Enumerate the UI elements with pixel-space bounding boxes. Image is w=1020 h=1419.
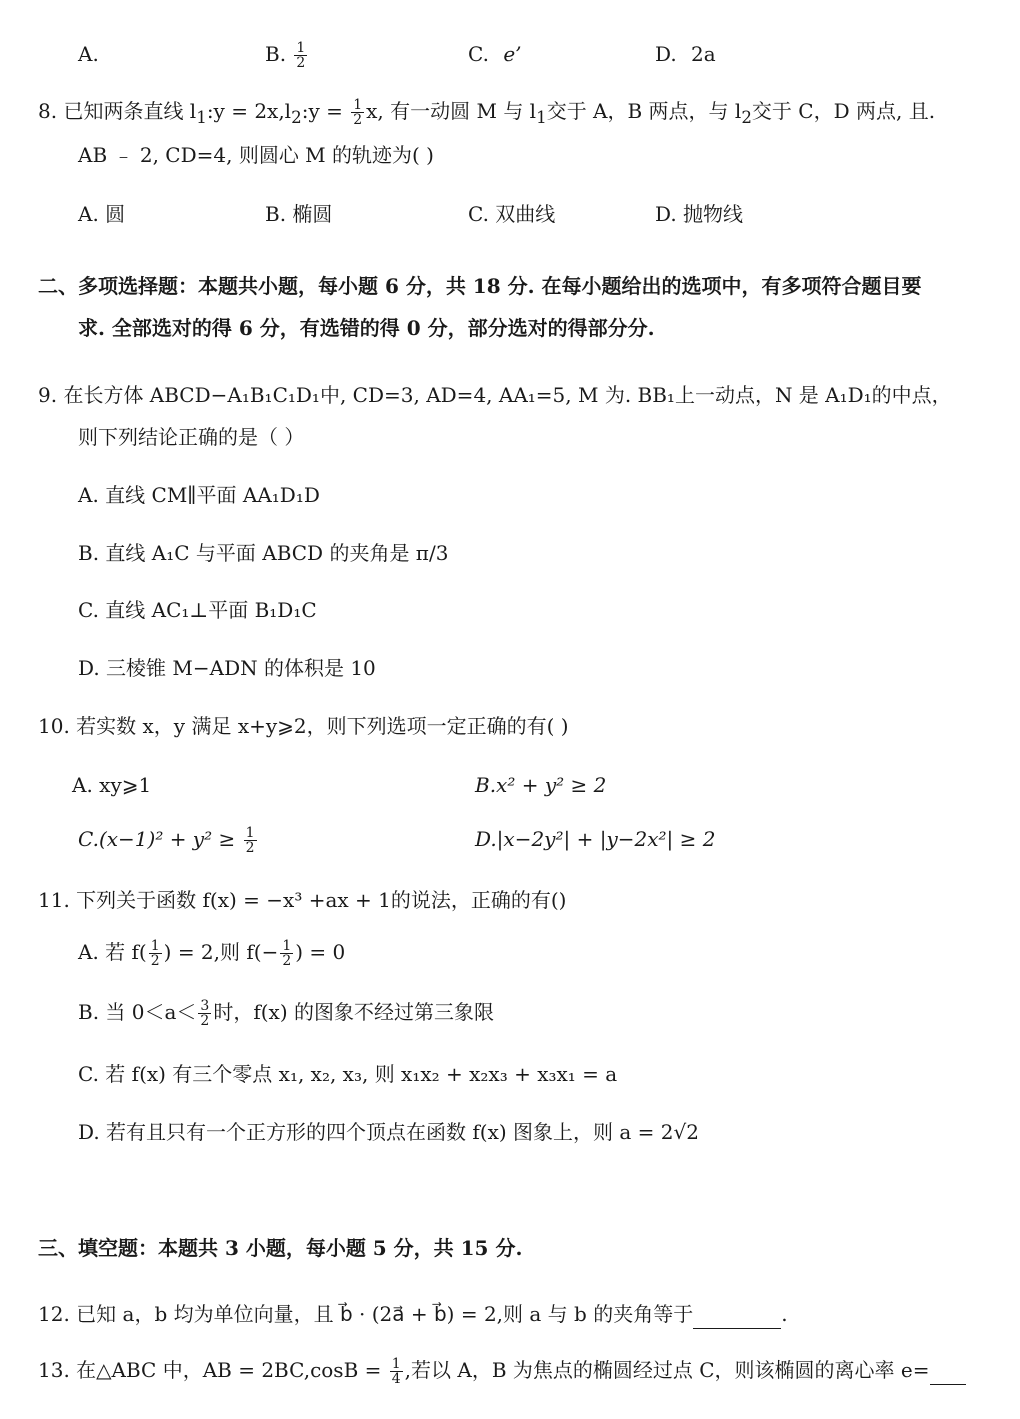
q9-stem-line2: 则下列结论正确的是（ ） — [78, 425, 305, 449]
q7-option-d — [655, 40, 716, 68]
q8-stem-line2: AB ﹣ 2, CD=4, 则圆心 M 的轨迹为( ) — [78, 143, 434, 167]
q13-text2: ,若以 A，B 为焦点的椭圆经过点 C，则该椭圆的离心率 e= — [404, 1358, 930, 1382]
q13-answer-blank[interactable] — [930, 1356, 966, 1385]
q7-option-d-value: 2a — [691, 42, 716, 66]
q8-sub-2: 2 — [291, 108, 302, 127]
q8-sub-4: 2 — [741, 108, 752, 127]
q9-option-d: D. 三棱锥 M−ADN 的体积是 10 — [78, 656, 376, 680]
q9-option-c: C. 直线 AC₁⊥平面 B₁D₁C — [78, 598, 317, 622]
q8-fraction: $\frac{1}{2}$ — [353, 97, 363, 128]
q11-option-d: D. 若有且只有一个正方形的四个顶点在函数 f(x) 图象上，则 a = 2√2 — [78, 1120, 699, 1144]
q12-answer-blank[interactable] — [693, 1300, 781, 1329]
q10-option-b: B.x² + y² ≥ 2 — [475, 773, 607, 797]
q11-option-b-text1: B. 当 0＜a＜ — [78, 1000, 197, 1024]
q7-option-c-value: e’ — [503, 42, 522, 66]
q7-option-b — [265, 40, 309, 70]
q10-stem: 10. 若实数 x，y 满足 x+y⩾2，则下列选项一定正确的有( ) — [38, 714, 569, 738]
q10-option-c-denominator: 2 — [245, 840, 255, 856]
q8-text-a: 8. 已知两条直线 l — [38, 99, 197, 123]
q11-option-a-text1: A. 若 f( — [78, 940, 147, 964]
q10-option-c — [78, 825, 259, 855]
section3-heading: 三、填空题：本题共 3 小题，每小题 5 分，共 15 分. — [38, 1236, 523, 1260]
q8-option-c: C. 双曲线 — [468, 202, 556, 226]
q11-option-a — [78, 938, 345, 968]
section2-heading-line2: 求. 全部选对的得 6 分，有选错的得 0 分，部分选对的得部分分. — [78, 316, 655, 340]
q12-end: . — [781, 1302, 788, 1326]
q7-option-b-denominator: 2 — [296, 55, 306, 71]
q9-stem-line1: 9. 在长方体 ABCD−A₁B₁C₁D₁中, CD=3, AD=4, AA₁=5, M 为. BB₁上一动点，N 是 A₁D₁的中点， — [38, 383, 952, 407]
q10-option-c-fraction — [244, 826, 257, 855]
q8-text-h: 交于 A，B 两点，与 l — [546, 99, 742, 123]
q11-option-b-denominator: 2 — [200, 1013, 210, 1029]
q7-option-b-numerator: 1 — [296, 40, 306, 56]
section2-heading-line1: 二、多项选择题：本题共小题，每小题 6 分，共 18 分. 在每小题给出的选项中，有多项符合题目要 — [38, 274, 922, 298]
q7-option-a — [78, 40, 99, 68]
q8-stem-line1 — [38, 97, 935, 132]
q11-option-a-num1: 1 — [150, 938, 160, 954]
q7-option-a-label: A. — [78, 42, 99, 66]
q11-option-c: C. 若 f(x) 有三个零点 x₁, x₂, x₃, 则 x₁x₂ + x₂x₃ + x₃x₁ = a — [78, 1062, 618, 1086]
q11-stem: 11. 下列关于函数 f(x) = −x³ +ax + 1的说法，正确的有() — [38, 888, 567, 912]
q7-option-d-label: D. — [655, 42, 677, 66]
q11-option-a-text3: ) = 0 — [295, 940, 346, 964]
q12-text: 12. 已知 a，b 均为单位向量，且 b⃗ · (2a⃗ + b⃗) = 2,则 a 与 b 的夹角等于 — [38, 1302, 694, 1326]
q10-option-d: D.|x−2y²| + |y−2x²| ≥ 2 — [475, 827, 716, 851]
q9-option-b: B. 直线 A₁C 与平面 ABCD 的夹角是 π/3 — [78, 541, 449, 565]
q13-denominator: 4 — [391, 1371, 401, 1387]
q11-option-a-fraction2: $\frac{1}{2}$ — [282, 938, 292, 969]
q10-option-c-numerator: 1 — [245, 825, 255, 841]
q8-text-f: x, 有一动圆 M 与 l — [366, 99, 537, 123]
q8-option-b: B. 椭圆 — [265, 202, 333, 226]
q13-numerator: 1 — [391, 1356, 401, 1372]
q11-option-b — [78, 998, 494, 1028]
q8-text-j: 交于 C，D 两点, 且. — [751, 99, 936, 123]
q8-option-a: A. 圆 — [78, 202, 126, 226]
q13-fraction — [390, 1357, 403, 1386]
q7-option-c-label: C. — [468, 42, 489, 66]
q11-option-a-den1: 2 — [150, 953, 160, 969]
q11-option-a-text2: ) = 2,则 f(− — [163, 940, 279, 964]
q8-option-d: D. 抛物线 — [655, 202, 744, 226]
q7-option-b-fraction — [294, 41, 307, 70]
q8-text-c: :y = 2x,l — [206, 99, 292, 123]
q11-option-b-fraction — [198, 999, 211, 1028]
q13-text1: 13. 在△ABC 中，AB = 2BC,cosB = — [38, 1358, 388, 1382]
q10-option-a: A. xy⩾1 — [72, 773, 152, 797]
q9-option-a: A. 直线 CM∥平面 AA₁D₁D — [78, 483, 320, 507]
q8-sub-3: 1 — [536, 108, 547, 127]
q13-stem — [38, 1356, 966, 1386]
q8-text-e: :y = — [301, 99, 350, 123]
q11-option-a-fraction1 — [149, 939, 162, 968]
q11-option-b-numerator: 3 — [200, 998, 210, 1014]
q12-stem — [38, 1300, 788, 1329]
q8-sub-1: 1 — [196, 108, 207, 127]
q7-option-b-label: B. — [265, 42, 287, 66]
q7-option-c — [468, 40, 522, 68]
q11-option-b-text2: 时，f(x) 的图象不经过第三象限 — [213, 1000, 494, 1024]
q10-option-c-text: C.(x−1)² + y² ≥ — [78, 827, 242, 851]
